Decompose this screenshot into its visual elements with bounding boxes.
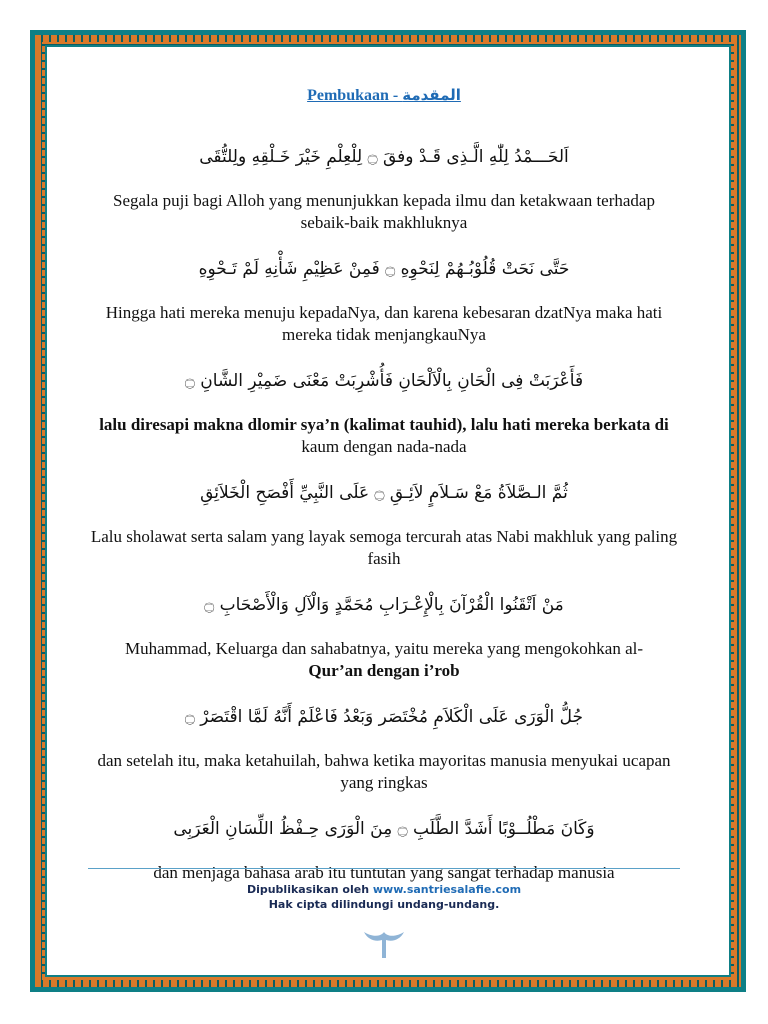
translation-3 <box>88 414 680 458</box>
footer-divider <box>88 868 680 869</box>
document-body <box>88 86 680 900</box>
translation-5 <box>88 638 680 682</box>
title-latin: Pembukaan - <box>307 87 403 104</box>
translation-5-main: Muhammad, Keluarga dan sahabatnya, yaitu mereka yang mengokohkan al- <box>124 639 643 658</box>
translation-1: Segala puji bagi Alloh yang menunjukkan kepada ilmu dan ketakwaan terhadap sebaik-baik makhluknya <box>113 191 655 232</box>
arabic-verse-2: حَتَّى نَحَتْ قُلُوْبُـهُمْ لِنَحْوِهِ ۝ فَمِنْ عَظِيْمِ شَأْنِهِ لَمْ تَـحْوِهِ <box>198 259 570 279</box>
fleuron-ornament-icon <box>362 928 406 962</box>
translation-3-rest: kaum dengan nada-nada <box>301 437 467 456</box>
footer <box>88 882 680 912</box>
footer-publisher <box>88 882 680 897</box>
footer-published-by: Dipublikasikan oleh <box>246 883 373 896</box>
arabic-verse-5: مَنْ اَتْقَنُوا الْقُرْآنَ بِالْإِعْـرَابِ مُحَمَّدٍ وَالْآلِ وَالْأَصْحَابِ ۝ <box>204 595 564 615</box>
title-arabic: المقدمة <box>402 86 461 104</box>
website-link[interactable]: www.santriesalafie.com <box>372 883 522 896</box>
translation-2: Hingga hati mereka menuju kepadaNya, dan karena kebesaran dzatNya maka hati mereka tidak menjangkauNya <box>105 303 663 344</box>
translation-5-bold: Qur’an dengan i’rob <box>308 661 460 680</box>
arabic-verse-6: جُلُّ الْوَرَى عَلَى الْكَلاَمِ مُخْتَصَر وَبَعْدُ فَاعْلَمْ أَنَّهُ لَمَّا اقْتَصَرْ ۝ <box>184 707 584 727</box>
translation-7: dan menjaga bahasa arab itu tuntutan yang sangat terhadap manusia <box>153 863 615 882</box>
arabic-verse-1: اَلحَـــمْدُ لِلّٰهِ الَّـذِى قَـدْ وفقَ ۝ لِلْعِلْمِ خَيْرَ خَـلْقِهِ ولِلتُّقَى <box>199 147 569 167</box>
page-title <box>88 86 680 108</box>
footer-copyright: Hak cipta dilindungi undang-undang. <box>268 898 500 911</box>
translation-6: dan setelah itu, maka ketahuilah, bahwa ketika mayoritas manusia menyukai ucapan yang ringkas <box>97 751 671 792</box>
arabic-verse-4: ثُمَّ الـصَّلاَةُ مَعْ سَـلاَمٍ لاَئِـقِ ۝ عَلَى النَّبِيِّ أَفْصَحِ الْخَلاَئِقِ <box>200 483 568 503</box>
arabic-verse-7: وَكَانَ مَطْلُــوْبًا أَشَدَّ الطَّلَبِ ۝ مِنَ الْوَرَى حِـفْظُ اللِّسَانِ الْعَرَبِى <box>173 819 595 839</box>
arabic-verse-3: فَأَعْرَبَتْ فِى الْحَانِ بِالْاَلْحَانِ فَأُشْرِبَتْ مَعْنَى ضَمِيْرِ الشَّانِ ۝ <box>184 371 584 391</box>
translation-3-bold: lalu diresapi makna dlomir sya’n (kalimat tauhid), lalu hati mereka berkata di <box>99 415 669 434</box>
translation-4: Lalu sholawat serta salam yang layak semoga tercurah atas Nabi makhluk yang paling fasih <box>90 527 678 568</box>
